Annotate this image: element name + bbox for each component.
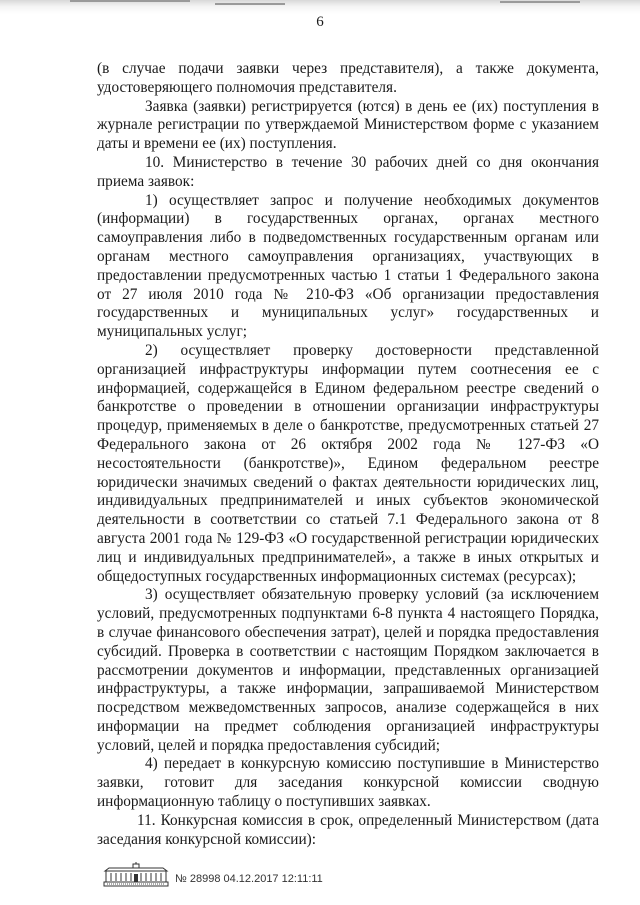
paragraph: 2) осуществляет проверку достоверности представленной организацией инфраструктуры информации путем соотнесения ее с информацией, содержащейся в Едином федеральном реестре сведений о банкротстве о проведении в отношении организации инфраструктуры процедур, применяемых в деле о банкротстве, предусмотренных статьей 27 Федерального закона от 26 октября 2002 года № 127-ФЗ «О несостоятельности (банкротстве)», Едином федеральном реестре юридически значимых сведений о фактах деятельности юридических лиц, индивидуальных предпринимателей и иных субъектов экономической деятельности в соответствии со статьей 7.1 Федерального закона от 8 августа 2001 года № 129-ФЗ «О государственной регистрации юридических лиц и индивидуальных предпринимателей», а также в иных открытых и общедоступных государственных информационных системах (ресурсах); — [97, 341, 599, 585]
scan-edge-right — [500, 1, 580, 3]
document-body — [97, 60, 599, 849]
paragraph: Заявка (заявки) регистрируется (ются) в день ее (их) поступления в журнале регистрации по утверждаемой Министерством форме с указанием даты и времени ее (их) поступления. — [97, 97, 599, 153]
paragraph: 10. Министерство в течение 30 рабочих дней со дня окончания приема заявок: — [97, 153, 599, 190]
paragraph: 11. Конкурсная комиссия в срок, определенный Министерством (дата заседания конкурсной комиссии): — [97, 811, 599, 848]
paragraph: (в случае подачи заявки через представителя), а также документа, удостоверяющего полномочия представителя. — [97, 60, 599, 96]
scan-edge-mid — [215, 3, 285, 5]
paragraph: 3) осуществляет обязательную проверку условий (за исключением условий, предусмотренных подпунктами 6-8 пункта 4 настоящего Порядка, в случае финансового обеспечения затрат), целей и порядка предоставления субсидий. Проверка в соответствии с настоящим Порядком заключается в рассмотрении документов и информации, представленных организацией инфраструктуры, а также информации, запрашиваемой Министерством посредством межведомственных запросов, анализе содержащейся в них информации на предмет соблюдения организацией инфраструктуры условий, целей и порядка предоставления субсидий; — [97, 586, 599, 754]
document-footer — [103, 862, 363, 892]
building-logo — [103, 862, 169, 888]
page-number: 6 — [316, 14, 324, 30]
paragraph: 4) передает в конкурсную комиссию поступившие в Министерство заявки, готовит для заседания конкурсной комиссии сводную информационную таблицу о поступивших заявках. — [97, 755, 599, 811]
paragraph: 1) осуществляет запрос и получение необходимых документов (информации) в государственных органах, органах местного самоуправления либо в подведомственных государственным органам или органам местного самоуправления организациях, участвующих в предоставлении предусмотренных частью 1 статьи 1 Федерального закона от 27 июля 2010 года № 210-ФЗ «Об организации предоставления государственных и муниципальных услуг» государственных и муниципальных услуг; — [97, 191, 599, 341]
registration-stamp: № 28998 04.12.2017 12:11:11 — [175, 873, 323, 885]
scan-edge-left — [70, 0, 190, 2]
